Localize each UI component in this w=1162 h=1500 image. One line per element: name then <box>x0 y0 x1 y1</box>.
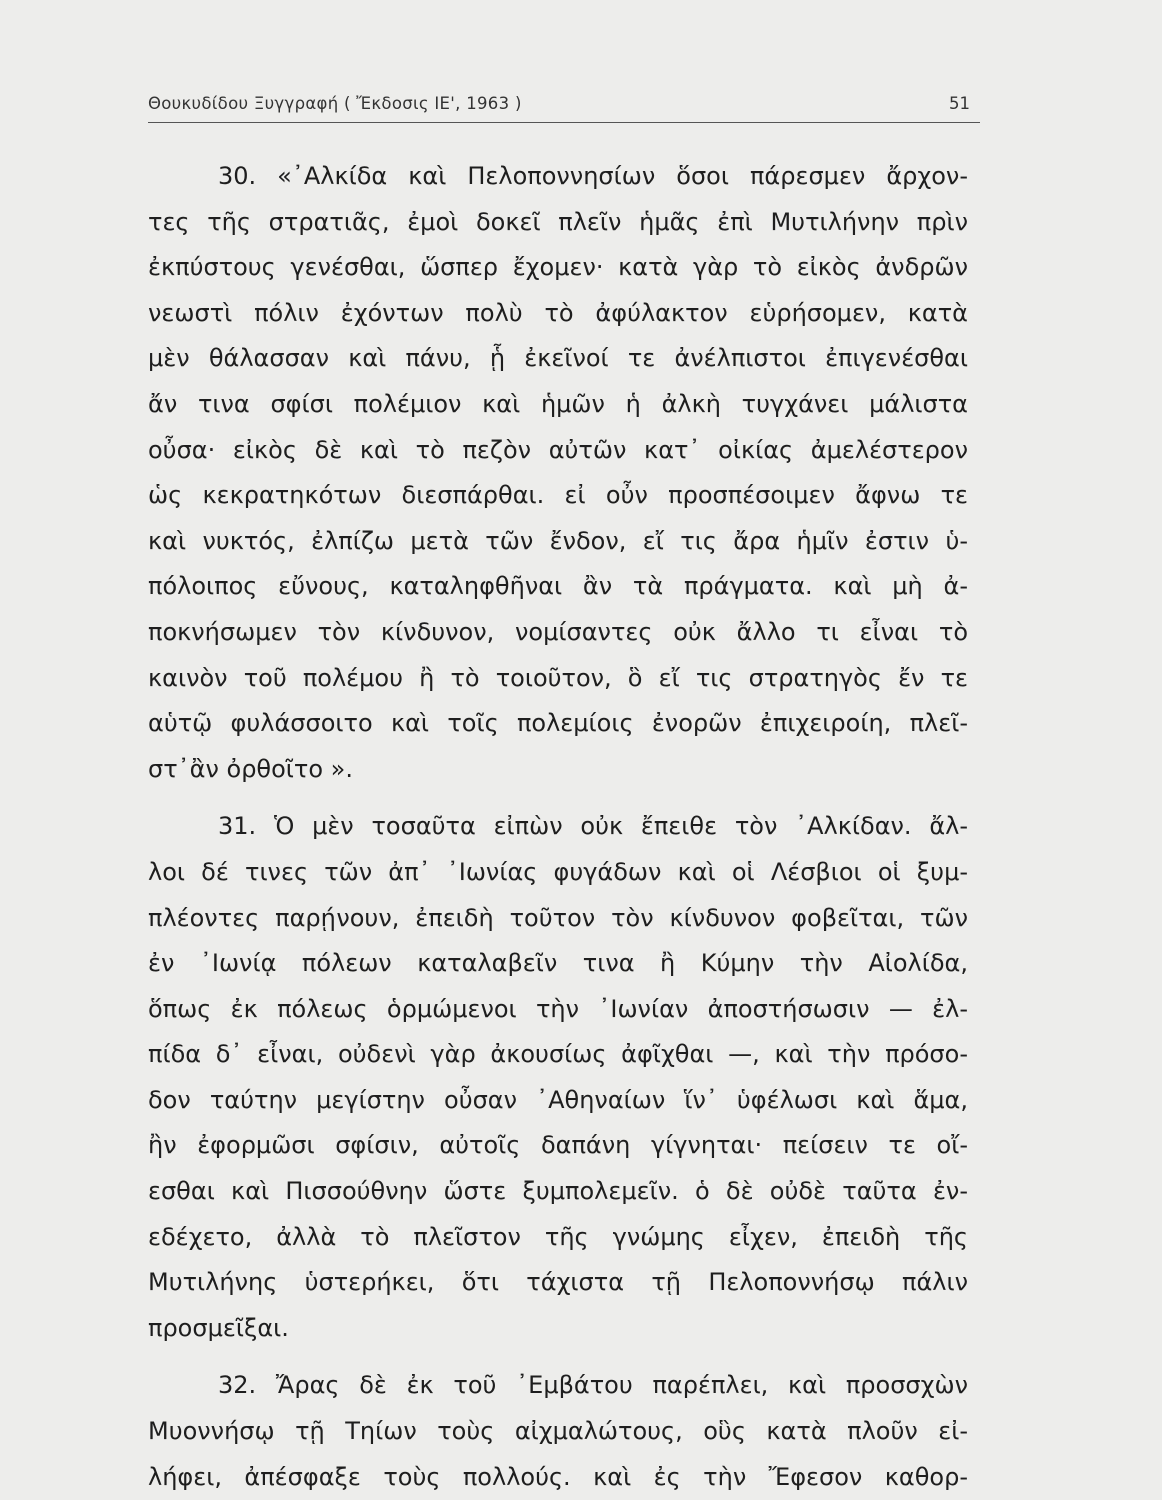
text-line: μὲν θάλασσαν καὶ πάνυ, ᾗ ἐκεῖνοί τε ἀνέλπιστοι ἐπιγενέσθαι <box>148 344 968 373</box>
text-line: τες τῆς στρατιᾶς, ἐμοὶ δοκεῖ πλεῖν ἡμᾶς ἐπὶ Μυτιλήνην πρὶν <box>148 207 968 236</box>
text-line: λήφει, ἀπέσφαξε τοὺς πολλούς. καὶ ἐς τὴν Ἔφεσον καθορ- <box>148 1462 968 1491</box>
text-line: πλέοντες παρῄνουν, ἐπειδὴ τοῦτον τὸν κίνδυνον φοβεῖται, τῶν <box>148 903 968 932</box>
page-number: 51 <box>949 94 970 113</box>
running-head: Θουκυδίδου Ξυγγραφή ( Ἔκδοσις ΙΕ', 1963 ) <box>148 94 522 113</box>
text-line: νεωστὶ πόλιν ἐχόντων πολὺ τὸ ἀφύλακτον εὑρήσομεν, κατὰ <box>148 298 968 327</box>
text-line: ποκνήσωμεν τὸν κίνδυνον, νομίσαντες οὐκ ἄλλο τι εἶναι τὸ <box>148 617 968 646</box>
text-line: ἄν τινα σφίσι πολέμιον καὶ ἡμῶν ἡ ἀλκὴ τυγχάνει μάλιστα <box>148 389 968 418</box>
text-line: δον ταύτην μεγίστην οὖσαν ᾿Αθηναίων ἵν᾽ ὑφέλωσι καὶ ἅμα, <box>148 1085 968 1114</box>
paragraph-gap <box>148 1351 968 1363</box>
text-line: εδέχετο, ἀλλὰ τὸ πλεῖστον τῆς γνώμης εἶχεν, ἐπειδὴ τῆς <box>148 1222 968 1251</box>
text-line: ἐν ᾿Ιωνίᾳ πόλεων καταλαβεῖν τινα ἢ Κύμην τὴν Αἰολίδα, <box>148 949 968 978</box>
text-line: 32. Ἄρας δὲ ἐκ τοῦ ᾿Εμβάτου παρέπλει, καὶ προσσχὼν <box>218 1371 968 1400</box>
body-text <box>148 154 968 1500</box>
text-line: λοι δέ τινες τῶν ἀπ᾽ ᾿Ιωνίας φυγάδων καὶ οἱ Λέσβιοι οἱ ξυμ- <box>148 857 968 886</box>
text-line: καὶ νυκτός, ἐλπίζω μετὰ τῶν ἔνδον, εἴ τις ἄρα ἡμῖν ἐστιν ὑ- <box>148 526 968 555</box>
text-line: στ᾽ἂν ὀρθοῖτο ». <box>148 754 353 783</box>
text-line: ἐκπύστους γενέσθαι, ὥσπερ ἔχομεν· κατὰ γὰρ τὸ εἰκὸς ἀνδρῶν <box>148 253 968 282</box>
text-line: Μυοννήσῳ τῇ Τηίων τοὺς αἰχμαλώτους, οὓς κατὰ πλοῦν εἰ- <box>148 1417 968 1446</box>
text-line: πόλοιπος εὔνους, καταληφθῆναι ἂν τὰ πράγματα. καὶ μὴ ἀ- <box>148 572 968 601</box>
text-line: οὖσα· εἰκὸς δὲ καὶ τὸ πεζὸν αὐτῶν κατ᾽ οἰκίας ἀμελέστερον <box>148 435 968 464</box>
page-header <box>148 88 980 123</box>
text-line: εσθαι καὶ Πισσούθνην ὥστε ξυμπολεμεῖν. ὁ δὲ οὐδὲ ταῦτα ἐν- <box>148 1177 968 1206</box>
text-line: αὑτῷ φυλάσσοιτο καὶ τοῖς πολεμίοις ἐνορῶν ἐπιχειροίη, πλεῖ- <box>148 709 968 738</box>
text-line: ὡς κεκρατηκότων διεσπάρθαι. εἰ οὖν προσπέσοιμεν ἄφνω τε <box>148 481 968 510</box>
paragraph-gap <box>148 792 968 804</box>
text-line: 31. Ὁ μὲν τοσαῦτα εἰπὼν οὐκ ἔπειθε τὸν ᾿Αλκίδαν. ἄλ- <box>218 812 968 841</box>
text-line: ἢν ἐφορμῶσι σφίσιν, αὐτοῖς δαπάνη γίγνηται· πείσειν τε οἴ- <box>148 1131 968 1160</box>
text-line: Μυτιλήνης ὑστερήκει, ὅτι τάχιστα τῇ Πελοποννήσῳ πάλιν <box>148 1268 968 1297</box>
text-line: πίδα δ᾽ εἶναι, οὐδενὶ γὰρ ἀκουσίως ἀφῖχθαι —, καὶ τὴν πρόσο- <box>148 1040 968 1069</box>
text-line: 30. «᾿Αλκίδα καὶ Πελοποννησίων ὅσοι πάρεσμεν ἄρχον- <box>218 162 968 190</box>
text-line: καινὸν τοῦ πολέμου ἢ τὸ τοιοῦτον, ὃ εἴ τις στρατηγὸς ἔν τε <box>148 663 968 692</box>
text-line: ὅπως ἐκ πόλεως ὁρμώμενοι τὴν ᾿Ιωνίαν ἀποστήσωσιν — ἐλ- <box>148 994 968 1023</box>
text-line: προσμεῖξαι. <box>148 1313 289 1342</box>
